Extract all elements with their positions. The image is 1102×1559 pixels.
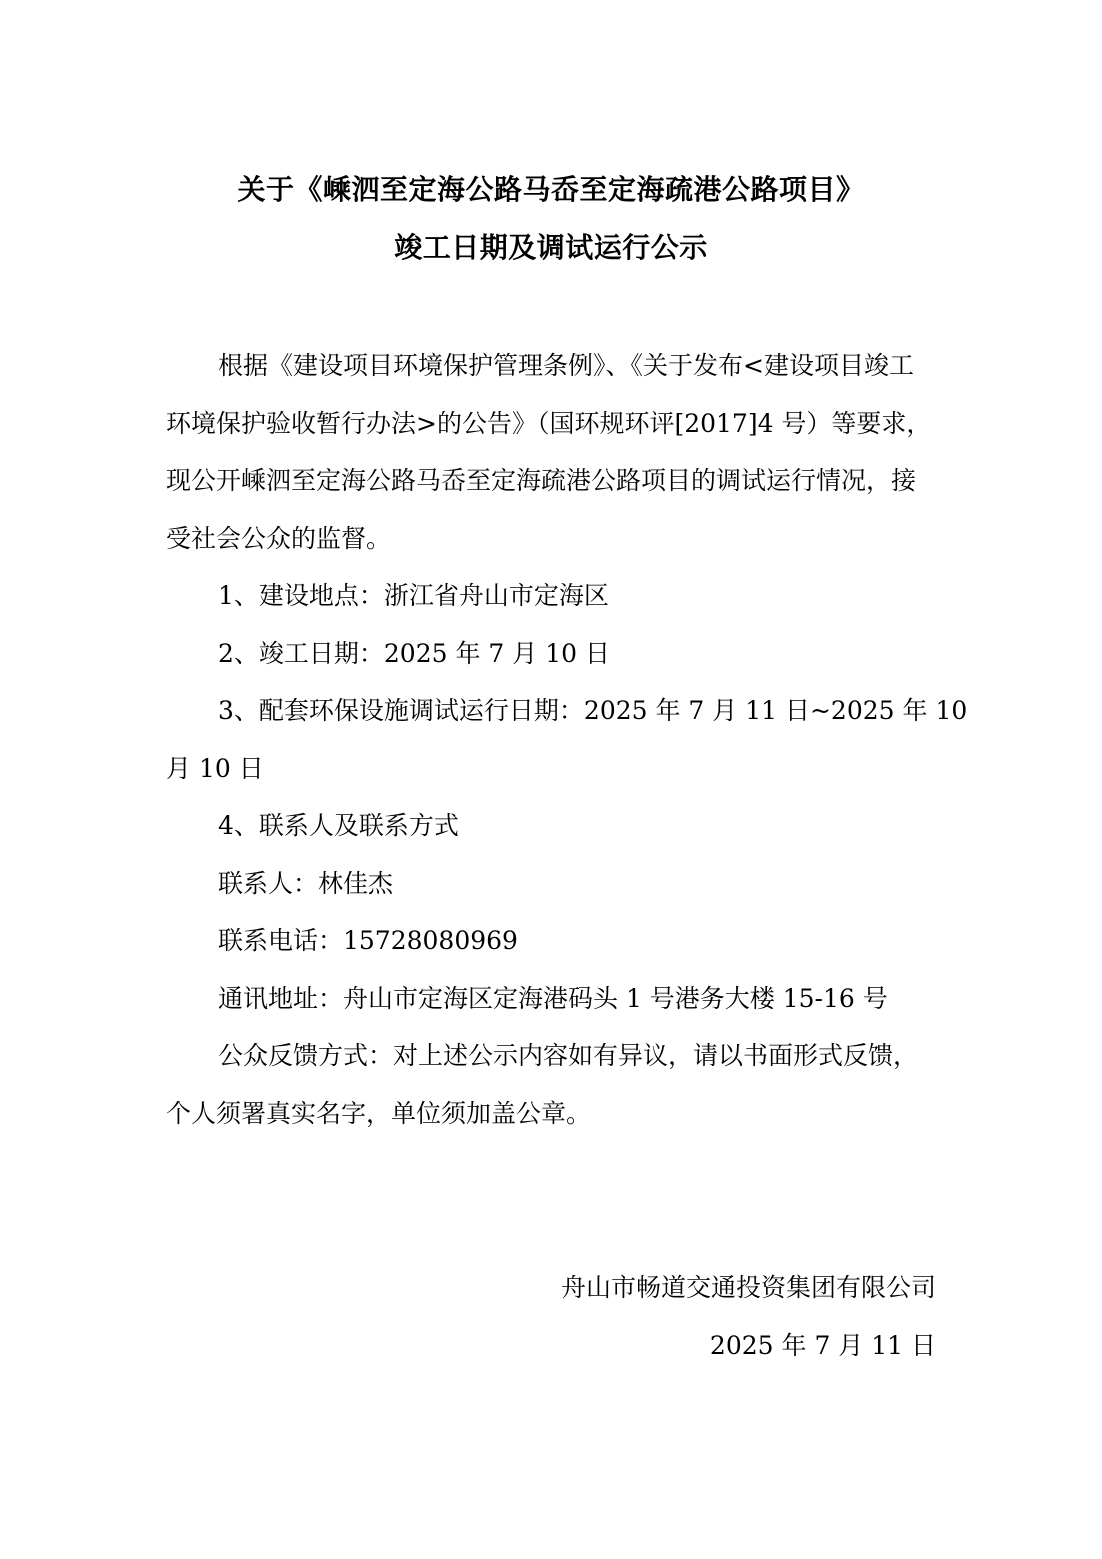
item-trial-operation-period: 3、配套环保设施调试运行日期：2025 年 7 月 11 日~2025 年 10	[218, 696, 968, 725]
feedback-method-cont: 个人须署真实名字，单位须加盖公章。	[166, 1098, 592, 1128]
signature-date: 2025 年 7 月 11 日	[709, 1331, 936, 1360]
item-trial-operation-period-cont: 月 10 日	[166, 753, 264, 783]
signature-organization: 舟山市畅道交通投资集团有限公司	[560, 1273, 936, 1302]
intro-line: 根据《建设项目环境保护管理条例》、《关于发布<建设项目竣工	[218, 351, 914, 380]
contact-phone: 联系电话：15728080969	[218, 926, 518, 955]
contact-person: 联系人：林佳杰	[218, 868, 394, 898]
contact-address: 通讯地址：舟山市定海区定海港码头 1 号港务大楼 15-16 号	[218, 983, 888, 1013]
item-construction-site: 1、建设地点：浙江省舟山市定海区	[218, 581, 609, 610]
document-body	[166, 337, 968, 1142]
intro-line: 受社会公众的监督。	[166, 523, 392, 553]
item-completion-date: 2、竣工日期：2025 年 7 月 10 日	[218, 638, 610, 668]
item-contact-heading: 4、联系人及联系方式	[218, 811, 459, 840]
intro-line: 现公开嵊泗至定海公路马岙至定海疏港公路项目的调试运行情况，接	[166, 466, 917, 495]
document-title-line-2: 竣工日期及调试运行公示	[394, 231, 708, 264]
intro-line: 环境保护验收暂行办法>的公告》（国环规环评[2017]4 号）等要求，	[166, 408, 932, 438]
feedback-method: 公众反馈方式：对上述公示内容如有异议，请以书面形式反馈，	[218, 1041, 919, 1070]
document-title-line-1: 关于《嵊泗至定海公路马岙至定海疏港公路项目》	[237, 173, 865, 206]
